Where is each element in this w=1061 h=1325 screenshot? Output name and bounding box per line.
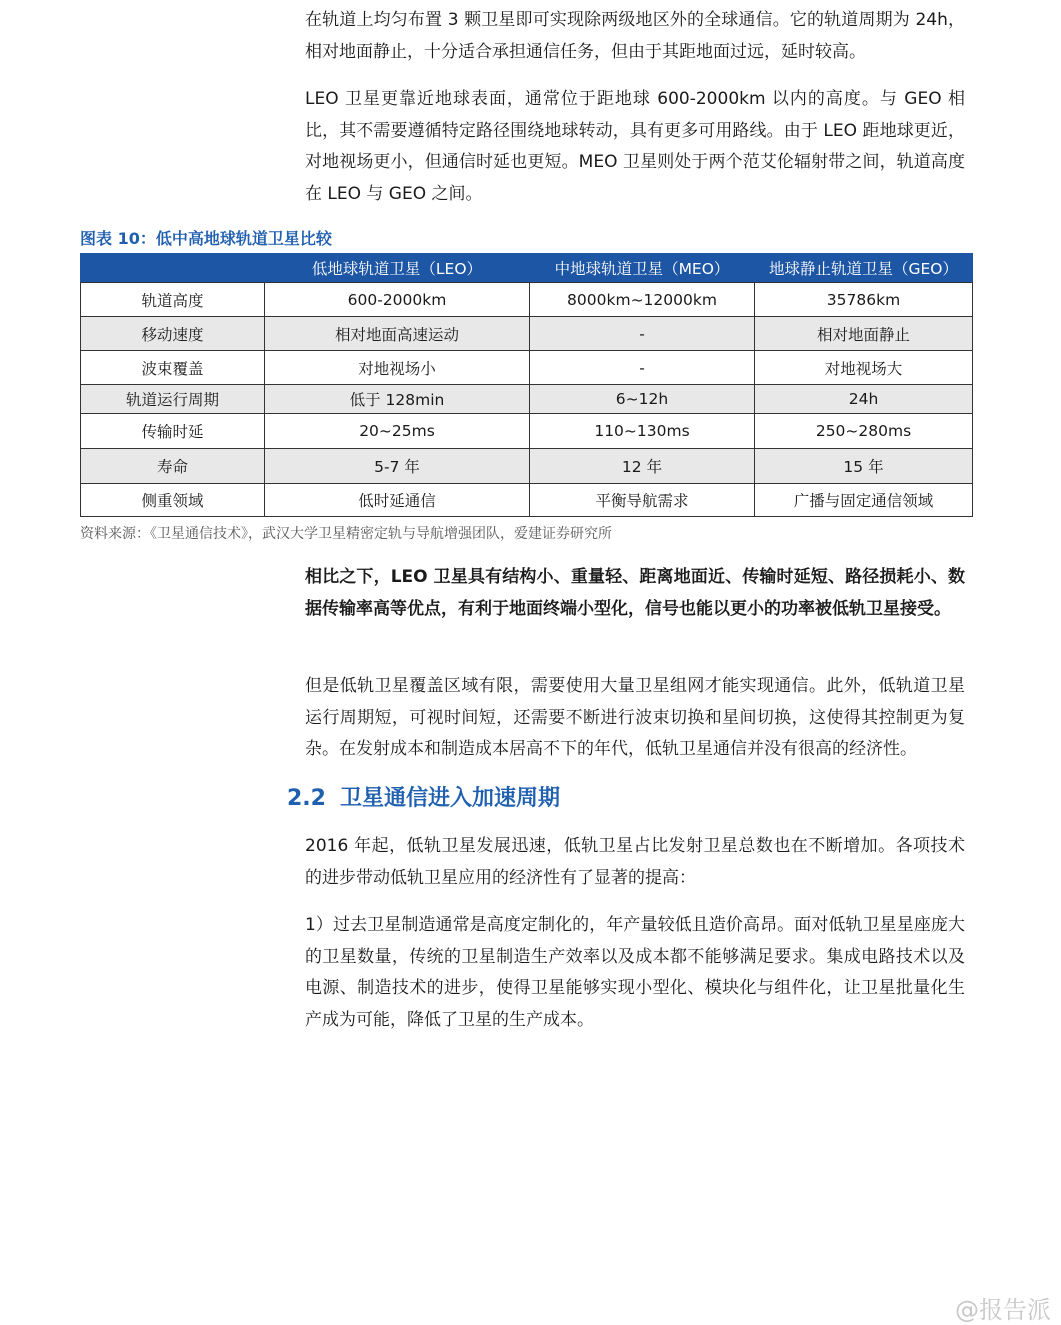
table-cell: 移动速度 (81, 317, 265, 351)
table-cell: - (530, 351, 755, 385)
table-cell: 35786km (755, 283, 973, 317)
table-cell: 600-2000km (265, 283, 530, 317)
table-cell: 110~130ms (530, 414, 755, 449)
section-heading (287, 781, 560, 812)
table-cell: 相对地面高速运动 (265, 317, 530, 351)
table-row (81, 385, 973, 414)
table-cell: 低于 128min (265, 385, 530, 414)
table-cell: 侧重领域 (81, 484, 265, 517)
table-cell: 12 年 (530, 449, 755, 484)
table-cell: 20~25ms (265, 414, 530, 449)
table-cell: 24h (755, 385, 973, 414)
paragraph-geo-intro: 在轨道上均匀布置 3 颗卫星即可实现除两级地区外的全球通信。它的轨道周期为 24h，相对地面静止，十分适合承担通信任务，但由于其距地面过远，延时较高。 (305, 10, 965, 62)
section-title-text: 卫星通信进入加速周期 (339, 786, 560, 811)
table-cell: 广播与固定通信领域 (755, 484, 973, 517)
table-row (81, 414, 973, 449)
table-header-cell: 中地球轨道卫星（MEO） (530, 254, 755, 283)
table-header-cell (81, 254, 265, 283)
table-row (81, 449, 973, 484)
table-cell: 轨道运行周期 (81, 385, 265, 414)
table-cell: 轨道高度 (81, 283, 265, 317)
table-cell: - (530, 317, 755, 351)
table-header-cell: 地球静止轨道卫星（GEO） (755, 254, 973, 283)
table-cell: 250~280ms (755, 414, 973, 449)
table-cell: 寿命 (81, 449, 265, 484)
table-row (81, 351, 973, 385)
watermark: @报告派 (955, 1296, 1051, 1324)
table-header-row (81, 254, 973, 283)
table-row (81, 484, 973, 517)
figure-title: 图表 10：低中高地球轨道卫星比较 (80, 229, 332, 248)
paragraph-leo-drawbacks: 但是低轨卫星覆盖区域有限，需要使用大量卫星组网才能实现通信。此外，低轨道卫星运行周期短，可视时间短，还需要不断进行波束切换和星间切换，这使得其控制更为复杂。在发射成本和制造成本居高不下的年代，低轨卫星通信并没有很高的经济性。 (305, 676, 965, 759)
section-number: 2.2 (287, 786, 326, 811)
paragraph-manufacturing: 1）过去卫星制造通常是高度定制化的，年产量较低且造价高昂。面对低轨卫星星座庞大的卫星数量，传统的卫星制造生产效率以及成本都不能够满足要求。集成电路技术以及电源、制造技术的进步，使得卫星能够实现小型化、模块化与组件化，让卫星批量化生产成为可能，降低了卫星的生产成本。 (305, 915, 965, 1030)
table-cell: 6~12h (530, 385, 755, 414)
table-cell: 传输时延 (81, 414, 265, 449)
table-cell: 对地视场大 (755, 351, 973, 385)
table-cell: 8000km~12000km (530, 283, 755, 317)
table-row (81, 317, 973, 351)
table-cell: 15 年 (755, 449, 973, 484)
table-cell: 5-7 年 (265, 449, 530, 484)
table-cell: 波束覆盖 (81, 351, 265, 385)
table-row (81, 283, 973, 317)
table-header-cell: 低地球轨道卫星（LEO） (265, 254, 530, 283)
figure-source: 资料来源：《卫星通信技术》，武汉大学卫星精密定轨与导航增强团队，爱建证券研究所 (80, 526, 612, 542)
table-cell: 平衡导航需求 (530, 484, 755, 517)
paragraph-leo-meo: LEO 卫星更靠近地球表面，通常位于距地球 600-2000km 以内的高度。与 GEO 相比，其不需要遵循特定路径围绕地球转动，具有更多可用路线。由于 LEO 距地球更近，对地视场更小，但通信时延也更短。MEO 卫星则处于两个范艾伦辐射带之间，轨道高度在 LEO 与 GEO 之间。 (305, 89, 965, 204)
orbit-comparison-table (80, 253, 973, 517)
paragraph-2016: 2016 年起，低轨卫星发展迅速，低轨卫星占比发射卫星总数也在不断增加。各项技术的进步带动低轨卫星应用的经济性有了显著的提高： (305, 836, 965, 888)
table-cell: 低时延通信 (265, 484, 530, 517)
table-cell: 相对地面静止 (755, 317, 973, 351)
paragraph-leo-advantages: 相比之下，LEO 卫星具有结构小、重量轻、距离地面近、传输时延短、路径损耗小、数据传输率高等优点，有利于地面终端小型化，信号也能以更小的功率被低轨卫星接受。 (305, 567, 965, 619)
table-cell: 对地视场小 (265, 351, 530, 385)
